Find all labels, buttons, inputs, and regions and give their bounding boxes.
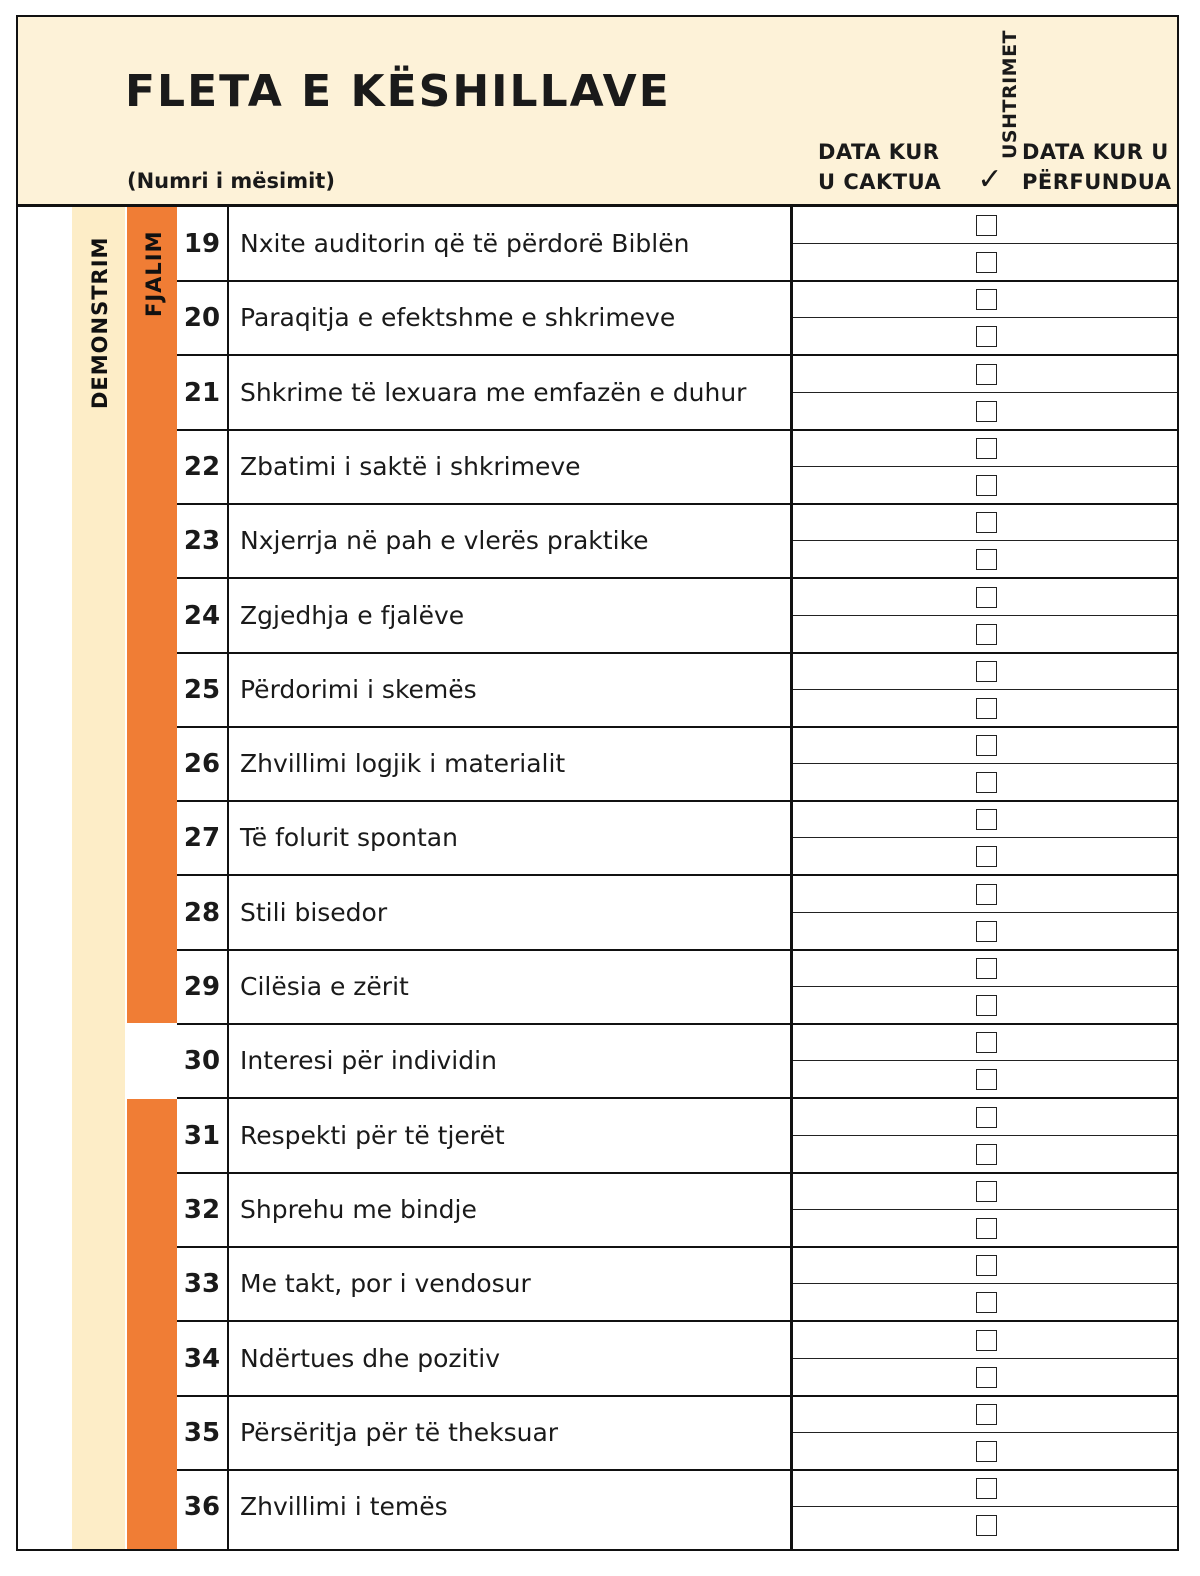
lesson-title: Paraqitja e efektshme e shkrimeve (240, 303, 676, 333)
date-entry-divider (793, 1209, 1177, 1210)
exercise-checkbox[interactable] (976, 1032, 997, 1053)
lesson-number: 36 (183, 1492, 221, 1523)
lesson-number: 35 (183, 1417, 221, 1448)
counsel-row (18, 1099, 1177, 1173)
sheet-header (18, 17, 1177, 207)
lesson-title: Interesi për individin (240, 1046, 497, 1076)
exercise-checkbox[interactable] (976, 401, 997, 422)
lesson-title: Stili bisedor (240, 897, 388, 927)
exercise-checkbox[interactable] (976, 549, 997, 570)
exercise-checkbox[interactable] (976, 995, 997, 1016)
date-entry-divider (793, 689, 1177, 690)
exercise-checkbox[interactable] (976, 512, 997, 533)
lesson-number: 23 (183, 526, 221, 557)
date-entry-divider (793, 392, 1177, 393)
exercise-checkbox[interactable] (976, 921, 997, 942)
counsel-row (18, 653, 1177, 727)
exercise-checkbox[interactable] (976, 1441, 997, 1462)
lesson-title: Zbatimi i saktë i shkrimeve (240, 451, 581, 481)
exercise-checkbox[interactable] (976, 735, 997, 756)
exercise-checkbox[interactable] (976, 661, 997, 682)
lesson-title: Zgjedhja e fjalëve (240, 600, 465, 630)
exercise-checkbox[interactable] (976, 1292, 997, 1313)
exercise-checkbox[interactable] (976, 475, 997, 496)
sheet-title: FLETA E KËSHILLAVE (125, 66, 671, 117)
lesson-title: Përsëritja për të theksuar (240, 1417, 559, 1447)
exercise-checkbox[interactable] (976, 809, 997, 830)
date-entry-divider (793, 540, 1177, 541)
exercise-checkbox[interactable] (976, 438, 997, 459)
counsel-row (18, 1396, 1177, 1470)
counsel-row (18, 356, 1177, 430)
lesson-number: 28 (183, 897, 221, 928)
exercise-checkbox[interactable] (976, 1367, 997, 1388)
date-completed-header-line1: DATA KUR U (1022, 140, 1169, 164)
date-entry-divider (793, 243, 1177, 244)
date-entry-divider (793, 1432, 1177, 1433)
exercise-checkbox[interactable] (976, 772, 997, 793)
exercise-checkbox[interactable] (976, 252, 997, 273)
counsel-row (18, 1322, 1177, 1396)
date-entry-divider (793, 1358, 1177, 1359)
exercise-checkbox[interactable] (976, 1181, 997, 1202)
date-entry-divider (793, 912, 1177, 913)
exercise-checkbox[interactable] (976, 326, 997, 347)
lesson-number: 19 (183, 229, 221, 259)
date-entry-divider (793, 1283, 1177, 1284)
lesson-number: 29 (183, 972, 221, 1002)
lesson-title: Shkrime të lexuara me emfazën e duhur (240, 377, 747, 407)
exercise-checkbox[interactable] (976, 1404, 997, 1425)
counsel-row (18, 1024, 1177, 1098)
exercise-checkbox[interactable] (976, 587, 997, 608)
exercise-checkbox[interactable] (976, 364, 997, 385)
lesson-number: 26 (183, 749, 221, 780)
date-entry-divider (793, 615, 1177, 616)
date-assigned-header-line1: DATA KUR (818, 140, 940, 164)
date-column-divider (790, 207, 793, 1551)
exercise-checkbox[interactable] (976, 1330, 997, 1351)
date-completed-header (1022, 137, 1171, 197)
counsel-row (18, 207, 1177, 281)
exercise-checkbox[interactable] (976, 215, 997, 236)
lesson-title: Zhvillimi logjik i materialit (240, 749, 566, 779)
lesson-number: 21 (183, 377, 221, 408)
lesson-title: Përdorimi i skemës (240, 674, 477, 704)
exercise-checkbox[interactable] (976, 1515, 997, 1536)
lesson-title: Cilësia e zërit (240, 972, 409, 1001)
exercise-checkbox[interactable] (976, 1255, 997, 1276)
check-mark-icon: ✓ (977, 162, 1003, 197)
lesson-title: Respekti për të tjerët (240, 1120, 505, 1150)
lesson-number-label: (Numri i mësimit) (127, 169, 335, 193)
date-entry-divider (793, 1135, 1177, 1136)
date-entry-divider (793, 466, 1177, 467)
lesson-number: 27 (183, 823, 221, 854)
counsel-row (18, 950, 1177, 1024)
counsel-row (18, 1247, 1177, 1321)
lesson-number: 32 (183, 1194, 221, 1225)
date-entry-divider (793, 317, 1177, 318)
counsel-row (18, 876, 1177, 950)
lesson-number: 25 (183, 674, 221, 705)
lesson-number: 34 (183, 1343, 221, 1374)
lesson-number: 22 (183, 451, 221, 482)
date-entry-divider (793, 986, 1177, 987)
date-completed-header-line2: PËRFUNDUA (1022, 170, 1172, 194)
counsel-row (18, 579, 1177, 653)
exercise-checkbox[interactable] (976, 846, 997, 867)
counsel-row (18, 504, 1177, 578)
exercise-checkbox[interactable] (976, 289, 997, 310)
counsel-row (18, 1470, 1177, 1544)
date-assigned-header-line2: U CAKTUA (818, 170, 942, 194)
date-assigned-header (818, 137, 941, 197)
lesson-number: 33 (183, 1269, 221, 1300)
counsel-row (18, 281, 1177, 355)
lesson-number: 20 (183, 303, 221, 334)
lesson-number: 31 (183, 1120, 221, 1151)
exercise-checkbox[interactable] (976, 698, 997, 719)
exercise-checkbox[interactable] (976, 1478, 997, 1499)
exercises-header: USHTRIMET (999, 29, 1021, 159)
exercise-checkbox[interactable] (976, 624, 997, 645)
exercise-checkbox[interactable] (976, 1218, 997, 1239)
counsel-sheet (16, 15, 1179, 1551)
lesson-title: Nxjerrja në pah e vlerës praktike (240, 526, 649, 556)
exercise-checkbox[interactable] (976, 958, 997, 979)
exercise-checkbox[interactable] (976, 1069, 997, 1090)
date-entry-divider (793, 1060, 1177, 1061)
counsel-row (18, 801, 1177, 875)
exercise-checkbox[interactable] (976, 1144, 997, 1165)
date-entry-divider (793, 1506, 1177, 1507)
exercise-checkbox[interactable] (976, 1107, 997, 1128)
lesson-title: Shprehu me bindje (240, 1194, 477, 1224)
number-column-divider (227, 207, 229, 1551)
lesson-title: Ndërtues dhe pozitiv (240, 1343, 501, 1373)
date-entry-divider (793, 837, 1177, 838)
counsel-row (18, 430, 1177, 504)
lesson-title: Zhvillimi i temës (240, 1492, 448, 1522)
lesson-number: 24 (183, 600, 221, 631)
counsel-row (18, 1173, 1177, 1247)
demonstration-label: DEMONSTRIM (88, 236, 112, 409)
date-entry-divider (793, 763, 1177, 764)
lesson-title: Të folurit spontan (240, 823, 458, 853)
lesson-number: 30 (183, 1046, 221, 1077)
exercise-checkbox[interactable] (976, 884, 997, 905)
lesson-title: Me takt, por i vendosur (240, 1269, 531, 1299)
lesson-title: Nxite auditorin që të përdorë Biblën (240, 229, 690, 258)
counsel-row (18, 727, 1177, 801)
speech-label: FJALIM (142, 230, 166, 317)
